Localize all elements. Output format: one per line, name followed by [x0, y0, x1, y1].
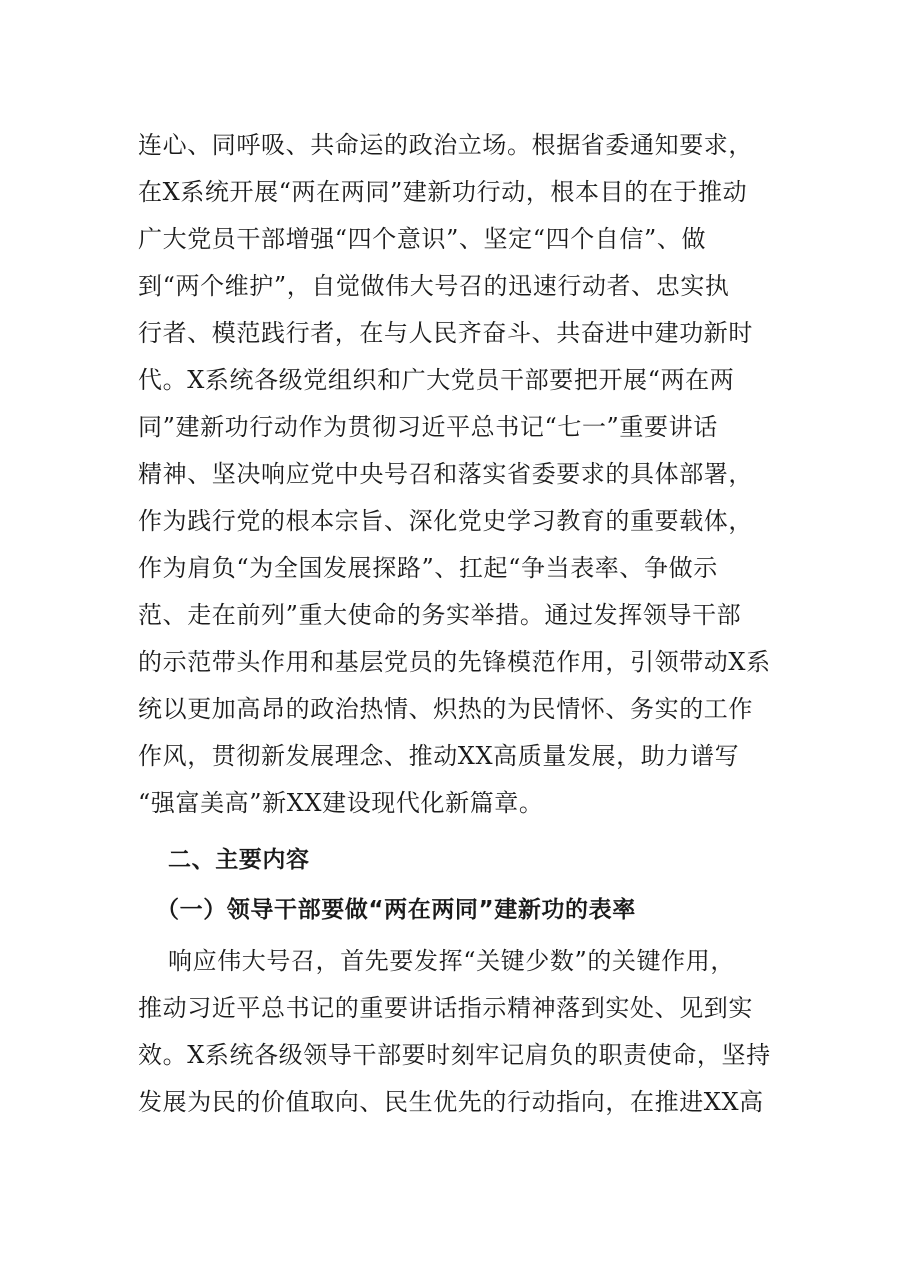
paragraph-line: “强富美高”新XX建设现代化新篇章。	[138, 789, 544, 817]
paragraph-line: 连心、同呼吸、共命运的政治立场。根据省委通知要求，	[138, 131, 753, 159]
paragraph-line: 精神、坚决响应党中央号召和落实省委要求的具体部署，	[138, 460, 753, 488]
paragraph-line: 在X系统开展“两在两同”建新功行动，根本目的在于推动	[138, 178, 748, 206]
paragraph-line: 代。X系统各级党组织和广大党员干部要把开展“两在两	[138, 366, 735, 394]
paragraph-line: 响应伟大号召，首先要发挥“关键少数”的关键作用，	[168, 947, 735, 975]
paragraph-line: 范、走在前列”重大使命的务实举措。通过发挥领导干部	[138, 601, 742, 629]
paragraph-line: 同”建新功行动作为贯彻习近平总书记“七一”重要讲话	[138, 413, 718, 441]
paragraph-line: 行者、模范践行者，在与人民齐奋斗、共奋进中建功新时	[138, 319, 753, 347]
paragraph-line: 作风，贯彻新发展理念、推动XX高质量发展，助力谱写	[138, 742, 740, 770]
paragraph-line: 作为践行党的根本宗旨、深化党史学习教育的重要载体，	[138, 507, 753, 535]
paragraph-line: 的示范带头作用和基层党员的先锋模范作用，引领带动X系	[138, 648, 771, 676]
paragraph-line: 发展为民的价值取向、民生优先的行动指向，在推进XX高	[138, 1088, 764, 1116]
section-heading: 二、主要内容	[168, 847, 310, 873]
paragraph-line: 作为肩负“为全国发展探路”、扛起“争当表率、争做示	[138, 554, 718, 582]
paragraph-line: 到“两个维护”，自觉做伟大号召的迅速行动者、忠实执	[138, 272, 730, 300]
paragraph-line: 广大党员干部增强“四个意识”、坚定“四个自信”、做	[138, 225, 707, 253]
paragraph-line: 推动习近平总书记的重要讲话指示精神落到实处、见到实	[138, 994, 753, 1022]
paragraph-line: 效。X系统各级领导干部要时刻牢记肩负的职责使命，坚持	[138, 1041, 771, 1069]
subsection-heading: （一）领导干部要做“两在两同”建新功的表率	[156, 897, 636, 923]
paragraph-line: 统以更加高昂的政治热情、炽热的为民情怀、务实的工作	[138, 695, 753, 723]
